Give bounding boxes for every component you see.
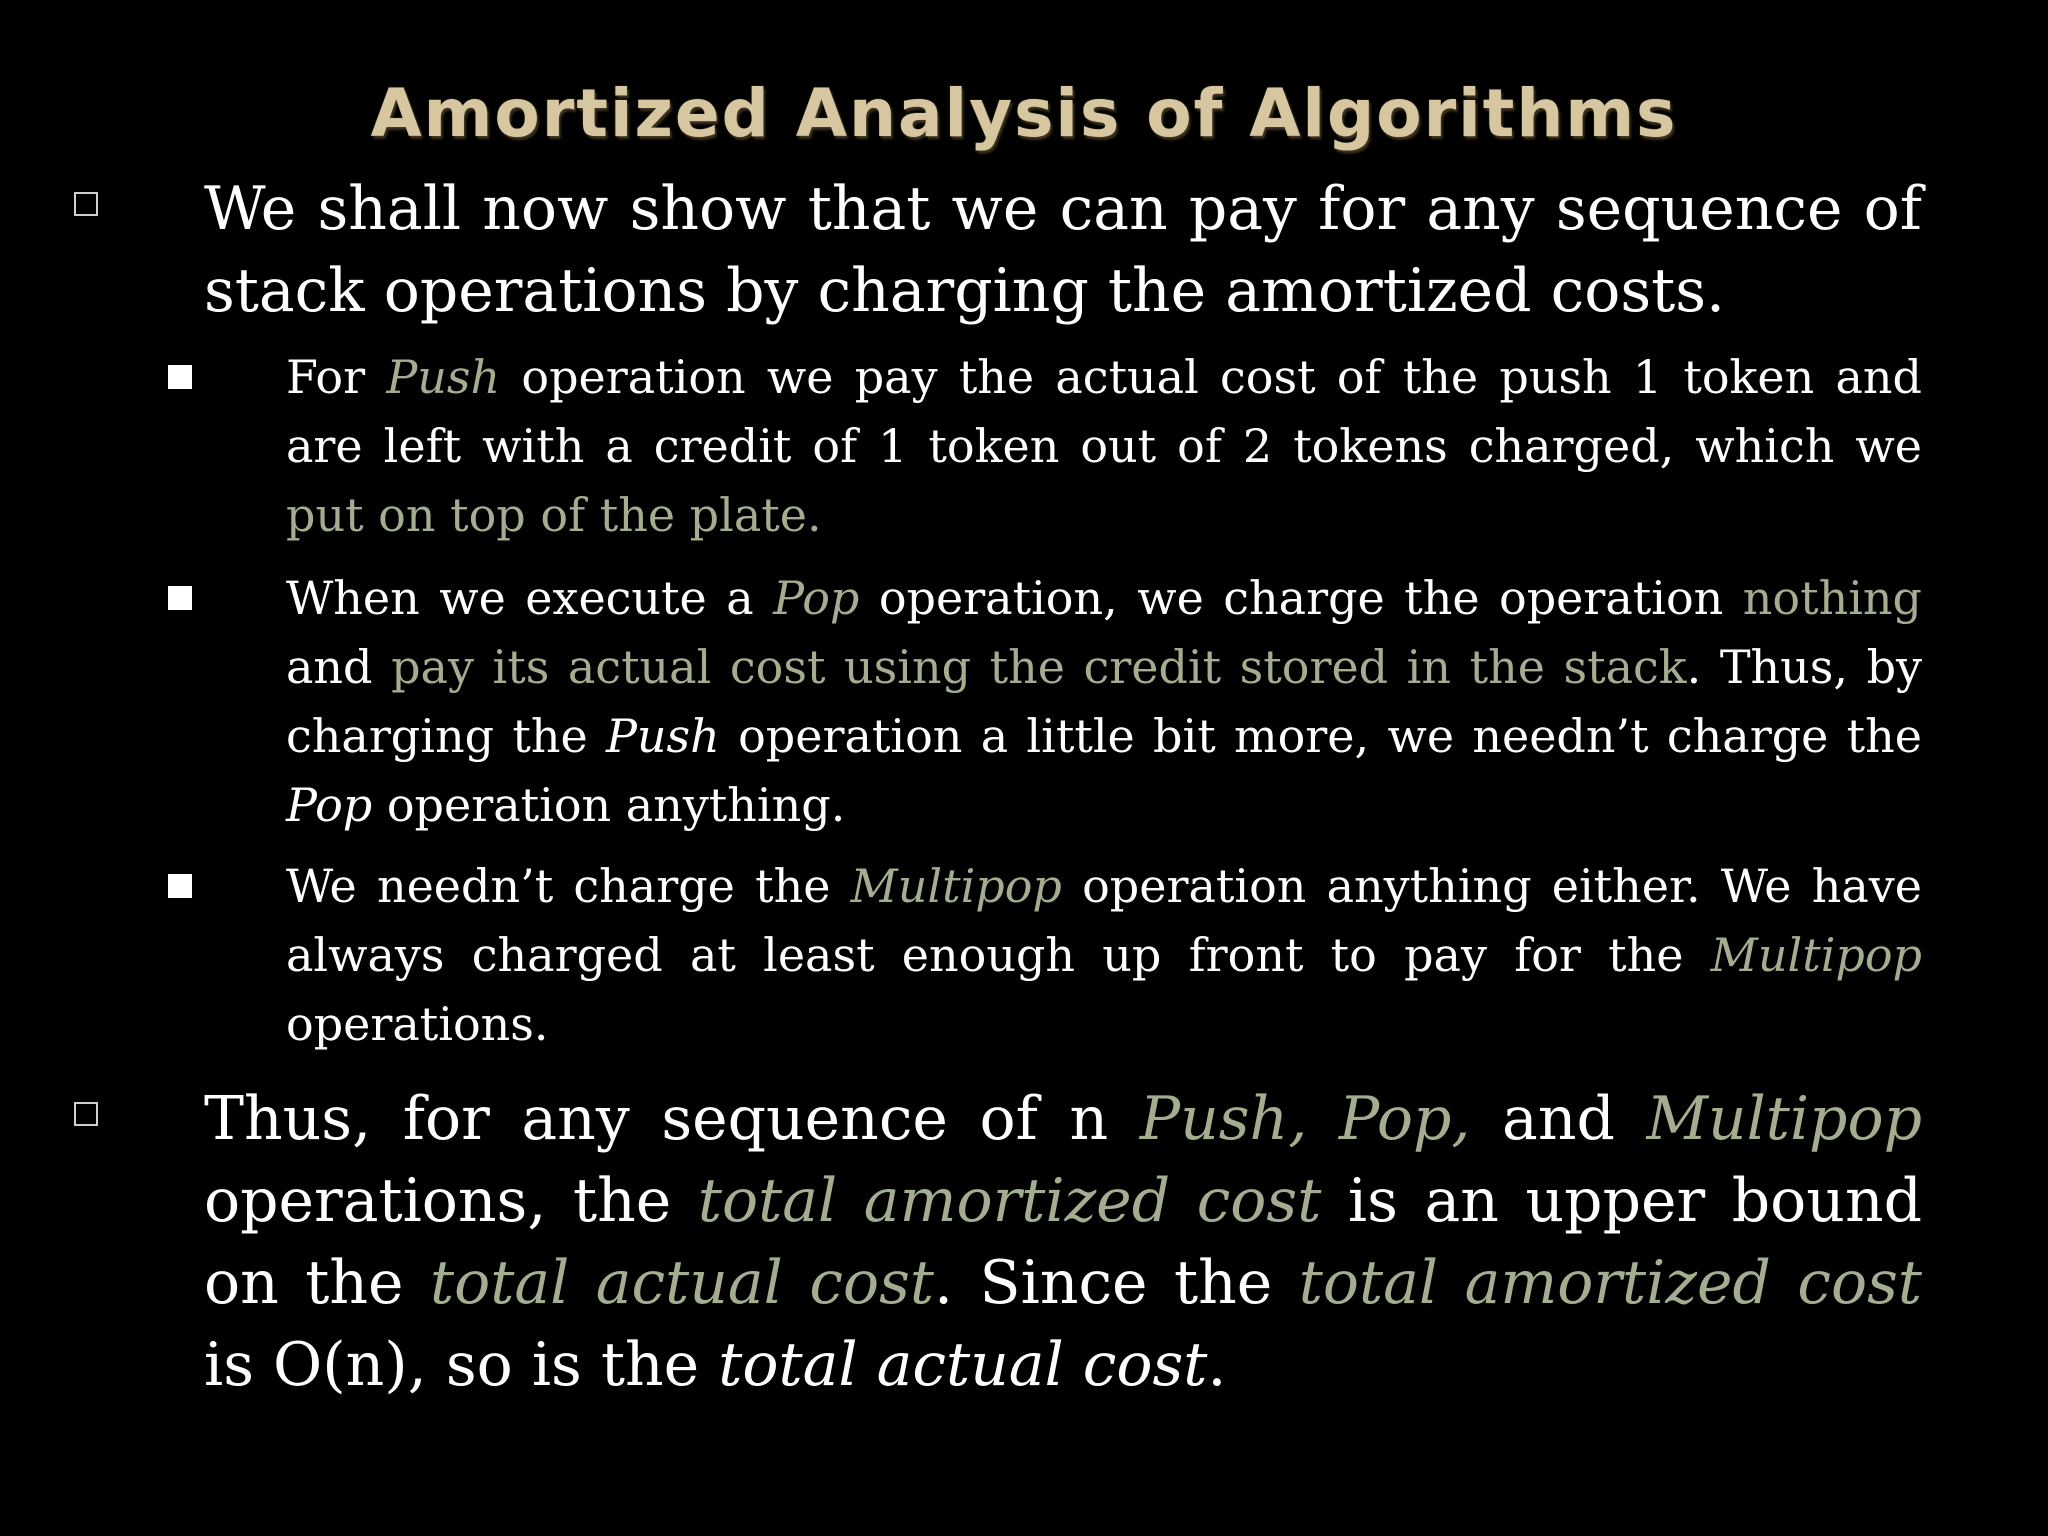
bullet-conclusion-text-12: total actual cost — [718, 1330, 1208, 1400]
subbullet-pop-text-9: operation a little bit more, we needn’t charge the — [719, 709, 1922, 763]
square-bullet-icon — [168, 586, 192, 610]
subbullet-multipop-text-2: Multipop — [850, 859, 1062, 913]
subbullet-push-text-3: operation we pay the actual cost of the push 1 token and are left with a credit of 1 token out of 2 tokens charged, which we — [286, 350, 1922, 473]
bullet-conclusion — [204, 1078, 1922, 1406]
subbullet-multipop-text-4: Multipop — [1710, 928, 1922, 982]
subbullet-pop-text-8: Push — [605, 709, 720, 763]
subbullet-multipop — [286, 852, 1922, 1059]
bullet-conclusion-text-5: operations, the — [204, 1166, 698, 1236]
bullet-intro-text: We shall now show that we can pay for any sequence of stack operations by charging the amortized costs. — [204, 174, 1922, 326]
subbullet-pop-text-7: . Thus, by charging the — [286, 640, 1923, 763]
subbullet-pop-text-11: operation anything. — [372, 778, 846, 832]
bullet-intro — [204, 168, 1922, 332]
subbullet-push — [286, 343, 1922, 550]
subbullet-pop-text-10: Pop — [286, 778, 373, 832]
subbullet-pop — [286, 564, 1922, 840]
bullet-conclusion-text-13: . — [1207, 1330, 1227, 1400]
bullet-conclusion-text-2: Push, Pop, — [1139, 1084, 1471, 1154]
subbullet-multipop-text-3: operation anything either. We have always charged at least enough up front to pay for the — [286, 859, 1923, 982]
bullet-conclusion-text-10: total amortized cost — [1298, 1248, 1922, 1318]
bullet-conclusion-text-9: . Since the — [933, 1248, 1299, 1318]
subbullet-pop-text-2: Pop — [773, 571, 860, 625]
subbullet-multipop-text-5: operations. — [286, 997, 549, 1051]
subbullet-push-text-2: Push — [386, 350, 501, 404]
slide-title: Amortized Analysis of Algorithms — [370, 75, 1678, 152]
subbullet-pop-text-5: and — [286, 640, 392, 694]
bullet-conclusion-text-11: is O(n), so is the — [204, 1330, 719, 1400]
bullet-conclusion-text-1: Thus, for any sequence of n — [204, 1084, 1140, 1154]
bullet-box-icon — [74, 192, 98, 216]
subbullet-pop-text-3: operation, we charge the operation — [859, 571, 1743, 625]
square-bullet-icon — [168, 365, 192, 389]
bullet-box-icon — [74, 1102, 98, 1126]
bullet-conclusion-text-8: total actual cost — [429, 1248, 934, 1318]
subbullet-pop-text-1: When we execute a — [286, 571, 774, 625]
subbullet-pop-text-6: pay its actual cost using the credit stored in the stack — [391, 640, 1687, 694]
subbullet-pop-text-4: nothing — [1742, 571, 1922, 625]
subbullet-push-text-4: put on top of the plate. — [286, 488, 822, 542]
bullet-conclusion-text-3: and — [1470, 1084, 1647, 1154]
bullet-conclusion-text-7: is an upper bound on the — [204, 1166, 1922, 1318]
square-bullet-icon — [168, 874, 192, 898]
bullet-conclusion-text-6: total amortized cost — [697, 1166, 1322, 1236]
bullet-conclusion-text-4: Multipop — [1646, 1084, 1922, 1154]
subbullet-multipop-text-1: We needn’t charge the — [286, 859, 851, 913]
subbullet-push-text-1: For — [286, 350, 387, 404]
